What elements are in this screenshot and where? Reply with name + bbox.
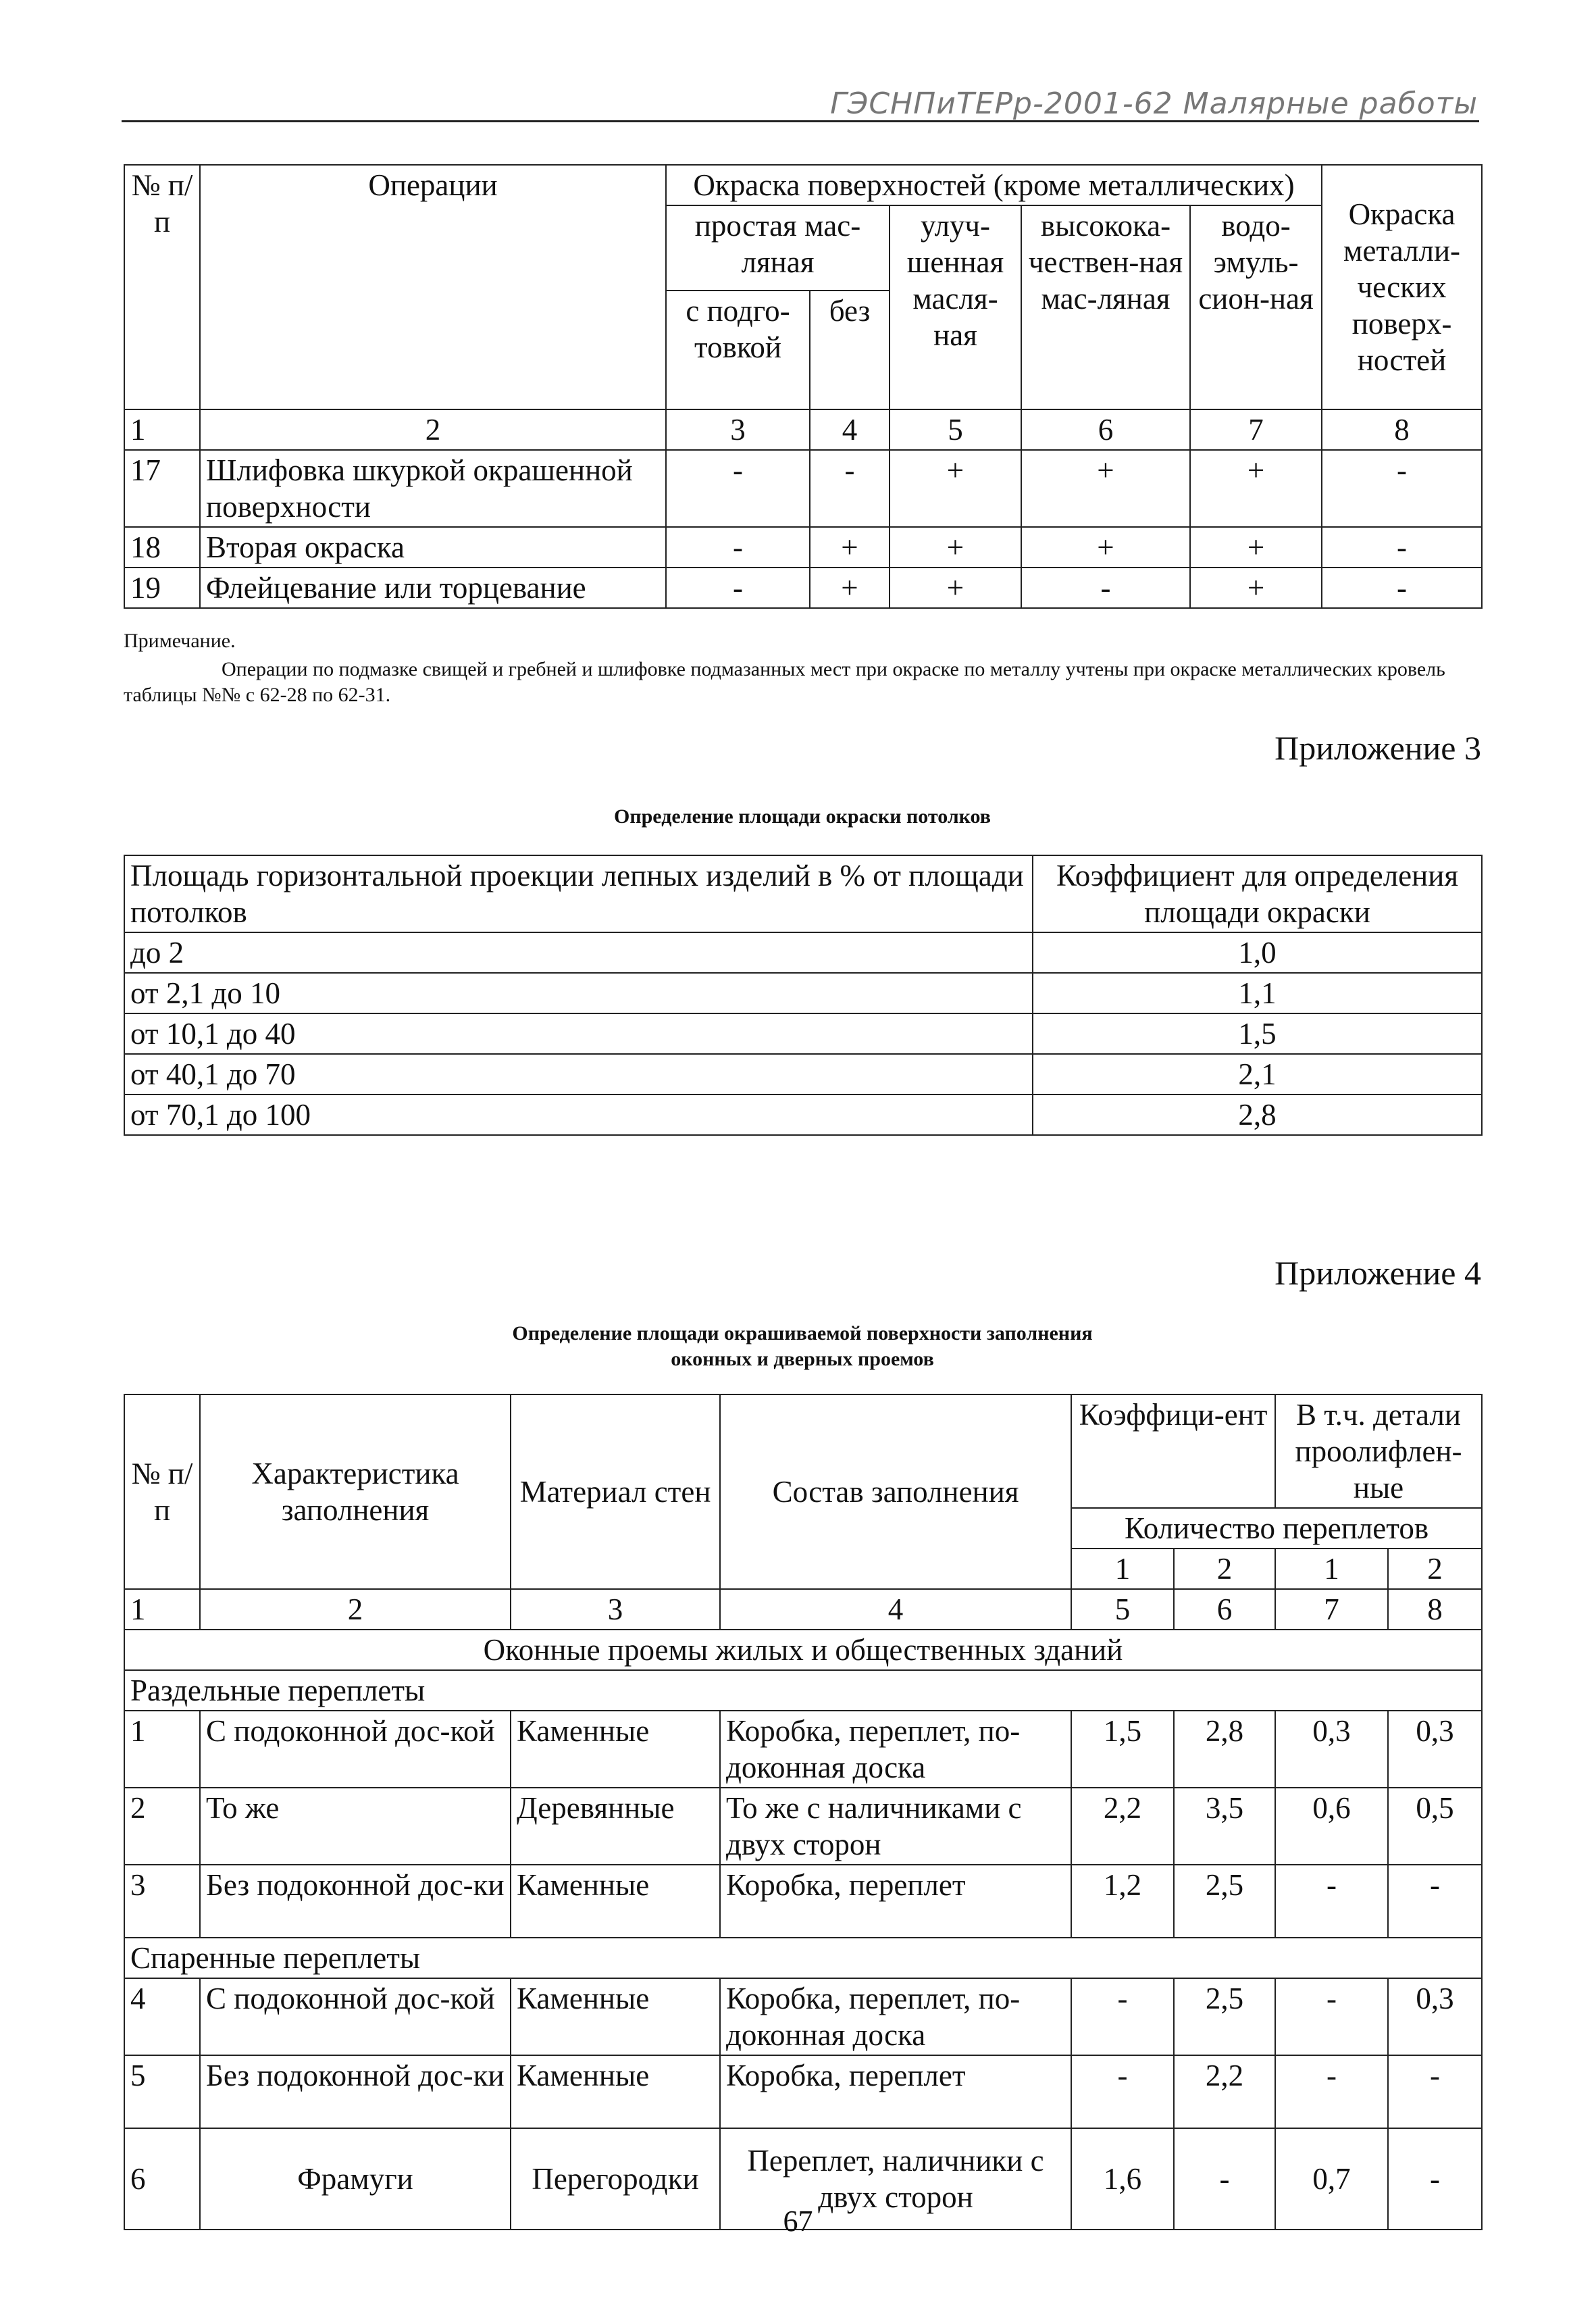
t3-cell: 0,6 — [1275, 1788, 1388, 1865]
t3-cell: 0,3 — [1388, 1711, 1482, 1788]
t1-cell: - — [1322, 450, 1482, 527]
t1-colnum: 6 — [1021, 409, 1190, 450]
t3-row-characteristic: Без подоконной дос-ки — [200, 1865, 511, 1938]
t2-header-area: Площадь горизонтальной проекции лепных изделий в % от площади потолков — [124, 855, 1033, 932]
table-row — [124, 1978, 1482, 2055]
t3-cell: 0,3 — [1388, 1978, 1482, 2055]
t3-cell: - — [1275, 2055, 1388, 2128]
t3-colnum: 2 — [200, 1589, 511, 1630]
t1-header-water-emulsion: водо-эмуль-сион-ная — [1190, 205, 1322, 409]
table-row — [124, 450, 1482, 527]
t3-subheader: 1 — [1071, 1549, 1174, 1589]
t2-coef: 2,1 — [1033, 1054, 1482, 1095]
t3-colnum: 3 — [511, 1589, 720, 1630]
t1-header-surfaces: Окраска поверхностей (кроме металлических) — [666, 165, 1322, 205]
note-text: Операции по подмазке свищей и гребней и шлифовке подмазанных мест при окраске по металлу учтены при окраске металлических кровель таблицы №№ с 62-28 по 62-31. — [124, 658, 1445, 706]
t3-row-fill: Коробка, переплет, по-доконная доска — [720, 1711, 1071, 1788]
t1-cell: + — [890, 527, 1021, 568]
t1-colnum: 3 — [666, 409, 810, 450]
t1-cell: - — [1322, 527, 1482, 568]
t3-subheader: 2 — [1174, 1549, 1275, 1589]
t1-row-operation: Флейцевание или торцевание — [200, 568, 666, 608]
appendix-3-title: Определение площади окраски потолков — [613, 805, 992, 828]
t3-cell: 0,5 — [1388, 1788, 1482, 1865]
t2-range: от 40,1 до 70 — [124, 1054, 1033, 1095]
t3-group-paired-frames: Спаренные переплеты — [124, 1938, 1482, 1978]
table-row — [124, 1013, 1482, 1054]
t1-row-operation: Шлифовка шкуркой окрашенной поверхности — [200, 450, 666, 527]
t3-cell: - — [1388, 2055, 1482, 2128]
t3-row-num: 5 — [124, 2055, 200, 2128]
t3-header-wall-material: Материал стен — [511, 1394, 720, 1589]
t3-row-characteristic: С подоконной дос-кой — [200, 1711, 511, 1788]
appendix-4-title-line2: оконных и дверных проемов — [671, 1348, 934, 1370]
t3-cell: 3,5 — [1174, 1788, 1275, 1865]
t3-cell: 2,2 — [1174, 2055, 1275, 2128]
t3-row-fill: Переплет, наличники с двух сторон — [720, 2128, 1071, 2230]
table-row — [124, 2055, 1482, 2128]
t1-colnum: 5 — [890, 409, 1021, 450]
t3-header-frame-count: Количество переплетов — [1071, 1508, 1482, 1549]
t1-cell: + — [1190, 527, 1322, 568]
t2-range: от 2,1 до 10 — [124, 973, 1033, 1013]
page-number: 67 — [783, 2205, 813, 2238]
t3-section-title: Оконные проемы жилых и общественных зданий — [124, 1630, 1482, 1670]
t3-cell: 0,7 — [1275, 2128, 1388, 2230]
t1-row-num: 19 — [124, 568, 200, 608]
t3-row-num: 1 — [124, 1711, 200, 1788]
appendix-4-title-line1: Определение площади окрашиваемой поверхности заполнения — [512, 1322, 1093, 1344]
t1-row-num: 17 — [124, 450, 200, 527]
t2-coef: 2,8 — [1033, 1095, 1482, 1135]
t3-row-fill: Коробка, переплет, по-доконная доска — [720, 1978, 1071, 2055]
t1-cell: - — [666, 568, 810, 608]
t3-row-num: 6 — [124, 2128, 200, 2230]
t1-colnum: 7 — [1190, 409, 1322, 450]
t3-header-fill-composition: Состав заполнения — [720, 1394, 1071, 1589]
t3-cell: 2,8 — [1174, 1711, 1275, 1788]
t1-cell: + — [1021, 527, 1190, 568]
t3-row-characteristic: То же — [200, 1788, 511, 1865]
t3-cell: 1,2 — [1071, 1865, 1174, 1938]
t3-row-characteristic: Без подоконной дос-ки — [200, 2055, 511, 2128]
t1-colnum: 2 — [200, 409, 666, 450]
t1-cell: + — [1190, 568, 1322, 608]
appendix-4-label: Приложение 4 — [1275, 1254, 1481, 1292]
t3-cell: 2,2 — [1071, 1788, 1174, 1865]
t1-cell: + — [1190, 450, 1322, 527]
t2-coef: 1,0 — [1033, 932, 1482, 973]
t3-row-wall: Перегородки — [511, 2128, 720, 2230]
t1-cell: - — [1021, 568, 1190, 608]
t2-range: до 2 — [124, 932, 1033, 973]
running-header: ГЭСНПиТЕРр-2001-62 Малярные работы — [830, 86, 1478, 121]
table-row — [124, 1054, 1482, 1095]
t1-row-operation: Вторая окраска — [200, 527, 666, 568]
t3-header-num: № п/п — [124, 1394, 200, 1589]
t3-cell: 0,3 — [1275, 1711, 1388, 1788]
t3-row-fill: Коробка, переплет — [720, 2055, 1071, 2128]
note-title: Примечание. — [124, 630, 236, 652]
table-row — [124, 1711, 1482, 1788]
t2-range: от 70,1 до 100 — [124, 1095, 1033, 1135]
t3-group-separate-frames: Раздельные переплеты — [124, 1670, 1482, 1711]
t3-subheader: 1 — [1275, 1549, 1388, 1589]
t3-header-coefficient: Коэффици-ент — [1071, 1394, 1275, 1508]
t1-header-simple-oil: простая мас-ляная — [666, 205, 890, 291]
table-row — [124, 1095, 1482, 1135]
t3-header-characteristic: Характеристика заполнения — [200, 1394, 511, 1589]
t1-header-metal: Окраска металли-ческих поверх-ностей — [1322, 165, 1482, 409]
t1-header-with-prep: с подго-товкой — [666, 291, 810, 409]
t1-header-num: № п/п — [124, 165, 200, 409]
t3-header-oiled-parts: В т.ч. детали проолифлен-ные — [1275, 1394, 1482, 1508]
t3-cell: - — [1388, 1865, 1482, 1938]
t1-cell: + — [1021, 450, 1190, 527]
t1-header-operations: Операции — [200, 165, 666, 409]
t3-colnum: 7 — [1275, 1589, 1388, 1630]
t1-cell: + — [810, 527, 890, 568]
t1-header-hq-oil: высокока-чествен-ная мас-ляная — [1021, 205, 1190, 409]
t3-cell: 1,6 — [1071, 2128, 1174, 2230]
t1-header-without-prep: без — [810, 291, 890, 409]
t1-header-improved-oil: улуч-шенная масля-ная — [890, 205, 1021, 409]
t3-row-characteristic: Фрамуги — [200, 2128, 511, 2230]
t2-coef: 1,1 — [1033, 973, 1482, 1013]
t2-coef: 1,5 — [1033, 1013, 1482, 1054]
operations-table — [124, 164, 1483, 609]
t1-colnum: 4 — [810, 409, 890, 450]
t3-colnum: 1 — [124, 1589, 200, 1630]
t3-row-wall: Деревянные — [511, 1788, 720, 1865]
t3-cell: 2,5 — [1174, 1978, 1275, 2055]
t3-colnum: 6 — [1174, 1589, 1275, 1630]
t1-cell: + — [810, 568, 890, 608]
t3-row-fill: Коробка, переплет — [720, 1865, 1071, 1938]
t3-cell: - — [1388, 2128, 1482, 2230]
t3-cell: - — [1071, 2055, 1174, 2128]
t3-row-wall: Каменные — [511, 2055, 720, 2128]
t1-cell: - — [666, 527, 810, 568]
table-row — [124, 973, 1482, 1013]
t1-cell: - — [1322, 568, 1482, 608]
t3-cell: - — [1174, 2128, 1275, 2230]
t3-subheader: 2 — [1388, 1549, 1482, 1589]
t1-cell: - — [666, 450, 810, 527]
t1-colnum: 8 — [1322, 409, 1482, 450]
t3-row-num: 2 — [124, 1788, 200, 1865]
table-row — [124, 527, 1482, 568]
t1-cell: - — [810, 450, 890, 527]
t3-row-fill: То же с наличниками с двух сторон — [720, 1788, 1071, 1865]
t3-row-characteristic: С подоконной дос-кой — [200, 1978, 511, 2055]
t1-cell: + — [890, 450, 1021, 527]
appendix-3-label: Приложение 3 — [1275, 729, 1481, 767]
ceiling-area-table — [124, 855, 1483, 1136]
t2-range: от 10,1 до 40 — [124, 1013, 1033, 1054]
t3-colnum: 5 — [1071, 1589, 1174, 1630]
t3-cell: - — [1275, 1865, 1388, 1938]
t3-row-num: 4 — [124, 1978, 200, 2055]
t3-row-wall: Каменные — [511, 1711, 720, 1788]
t3-colnum: 8 — [1388, 1589, 1482, 1630]
t3-cell: - — [1275, 1978, 1388, 2055]
t3-colnum: 4 — [720, 1589, 1071, 1630]
t1-cell: + — [890, 568, 1021, 608]
t2-header-coef: Коэффициент для определения площади окраски — [1033, 855, 1482, 932]
table-row — [124, 1788, 1482, 1865]
t3-row-wall: Каменные — [511, 1865, 720, 1938]
t3-cell: 1,5 — [1071, 1711, 1174, 1788]
header-rule — [122, 120, 1479, 122]
table-row — [124, 1865, 1482, 1938]
t1-colnum: 1 — [124, 409, 200, 450]
table-row — [124, 932, 1482, 973]
table-row — [124, 568, 1482, 608]
t3-cell: 2,5 — [1174, 1865, 1275, 1938]
window-fill-table — [124, 1394, 1483, 2230]
t3-row-wall: Каменные — [511, 1978, 720, 2055]
t3-cell: - — [1071, 1978, 1174, 2055]
t1-row-num: 18 — [124, 527, 200, 568]
t3-row-num: 3 — [124, 1865, 200, 1938]
